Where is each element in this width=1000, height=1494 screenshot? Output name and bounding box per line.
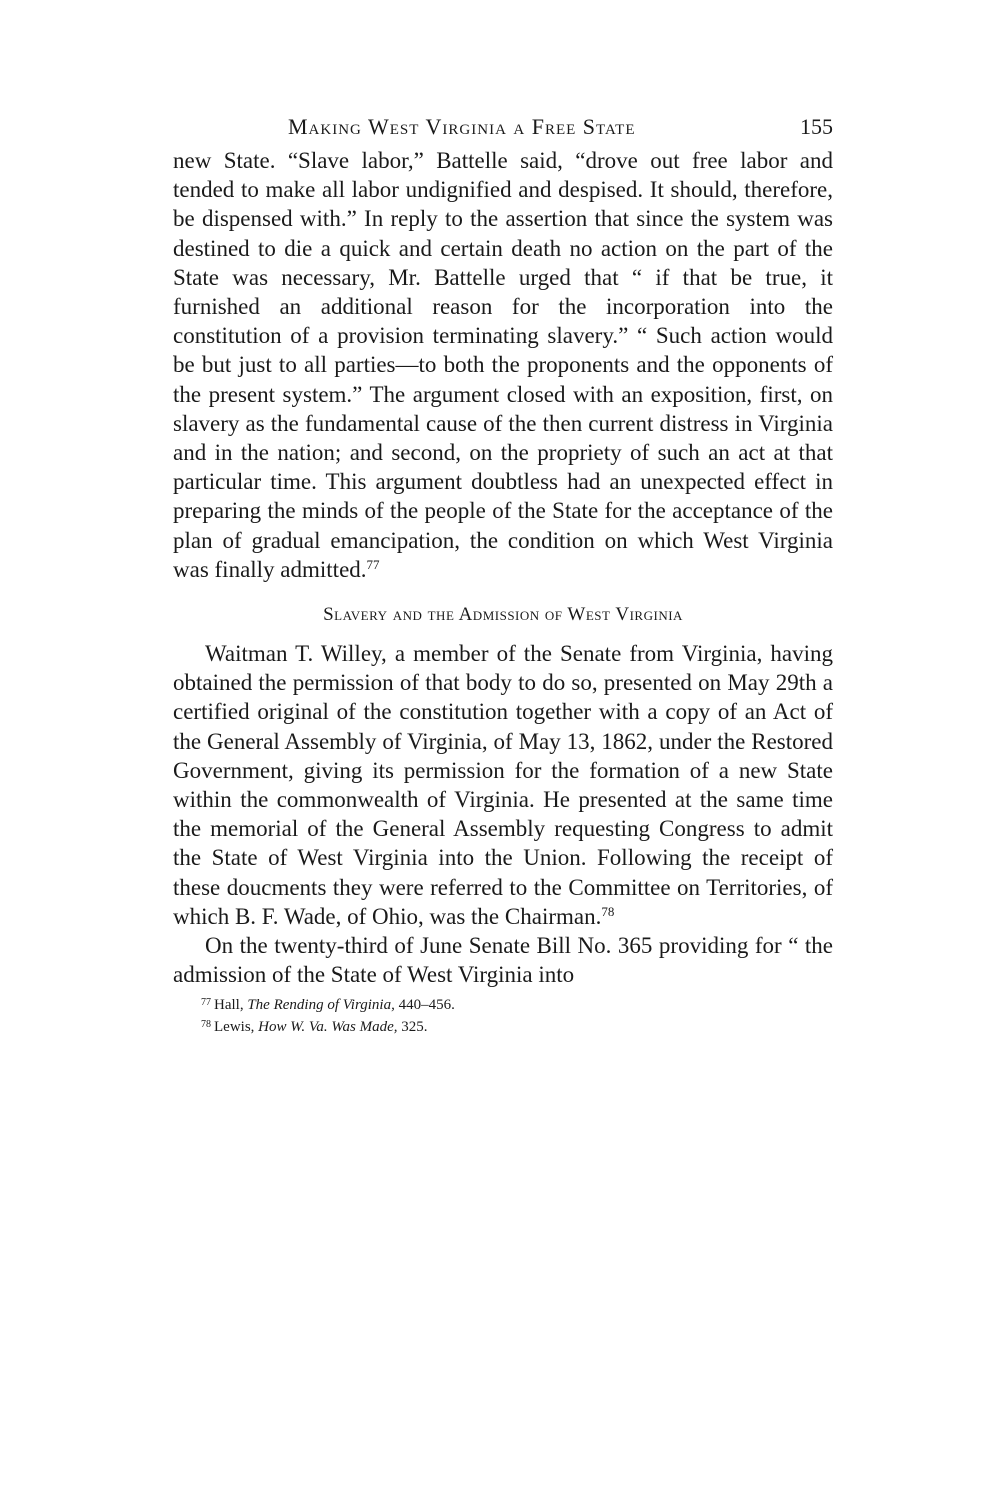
section-heading: Slavery and the Admission of West Virginia: [323, 604, 683, 626]
footnote-author: Lewis,: [214, 1019, 255, 1036]
footnote-ref-77: 77: [366, 556, 380, 572]
footnote-pages: 440–456.: [398, 997, 455, 1014]
footnote-work-title: How W. Va. Was Made,: [258, 1019, 398, 1036]
body-paragraph-3: On the twenty-third of June Senate Bill No. 365 providing for “ the admission of the State of West Virginia into: [173, 933, 833, 988]
footnotes: [173, 993, 833, 1037]
footnote-mark: 77: [201, 997, 211, 1009]
body-paragraph-2: [173, 639, 833, 931]
footnote-work-title: The Rending of Virginia,: [247, 997, 395, 1014]
footnote-77: [173, 993, 833, 1015]
running-header: [173, 112, 833, 146]
footnote-ref-78: 78: [601, 903, 615, 919]
footnote-author: Hall,: [214, 997, 244, 1014]
book-page: [173, 112, 833, 1037]
running-title: Making West Virginia a Free State: [288, 114, 636, 139]
footnote-pages: 325.: [401, 1019, 428, 1036]
footnote-78: [173, 1015, 833, 1037]
paragraph-1-text: new State. “Slave labor,” Battelle said, “drove out free labor and tended to make all labor undignified and despised. It should, therefore, be dispensed with.” In reply to the assertion that since the system was destined to die a quick and certain death no action on the part of the State was necessary, Mr. Battelle urged that “ if that be true, it furnished an additional reason for the incorporation into the constitution of a provision terminating slavery.” “ Such action would be but just to all parties—to both the proponents and the opponents of the present system.” The argument closed with an exposition, first, on slavery as the fundamental cause of the then current distress in Virginia and in the nation; and second, on the propriety of such an act at that particular time. This argument doubtless had an unexpected effect in preparing the minds of the people of the State for the acceptance of the plan of gradual emancipation, the condition on which West Virginia was finally admitted.: [173, 148, 833, 582]
body-paragraph-1: [173, 146, 833, 584]
footnote-mark: 78: [201, 1019, 211, 1031]
page-number: 155: [800, 114, 833, 139]
paragraph-2-text: Waitman T. Willey, a member of the Senate from Virginia, having obtained the permission of that body to do so, presented on May 29th a certified original of the constitution together with a copy of an Act of the General Assembly of Virginia, of May 13, 1862, under the Restored Government, giving its permission for the formation of a new State within the commonwealth of Virginia. He presented at the same time the memorial of the General Assembly requesting Congress to admit the State of West Virginia into the Union. Following the receipt of these doucments they were referred to the Committee on Territories, of which B. F. Wade, of Ohio, was the Chairman.: [173, 641, 833, 929]
